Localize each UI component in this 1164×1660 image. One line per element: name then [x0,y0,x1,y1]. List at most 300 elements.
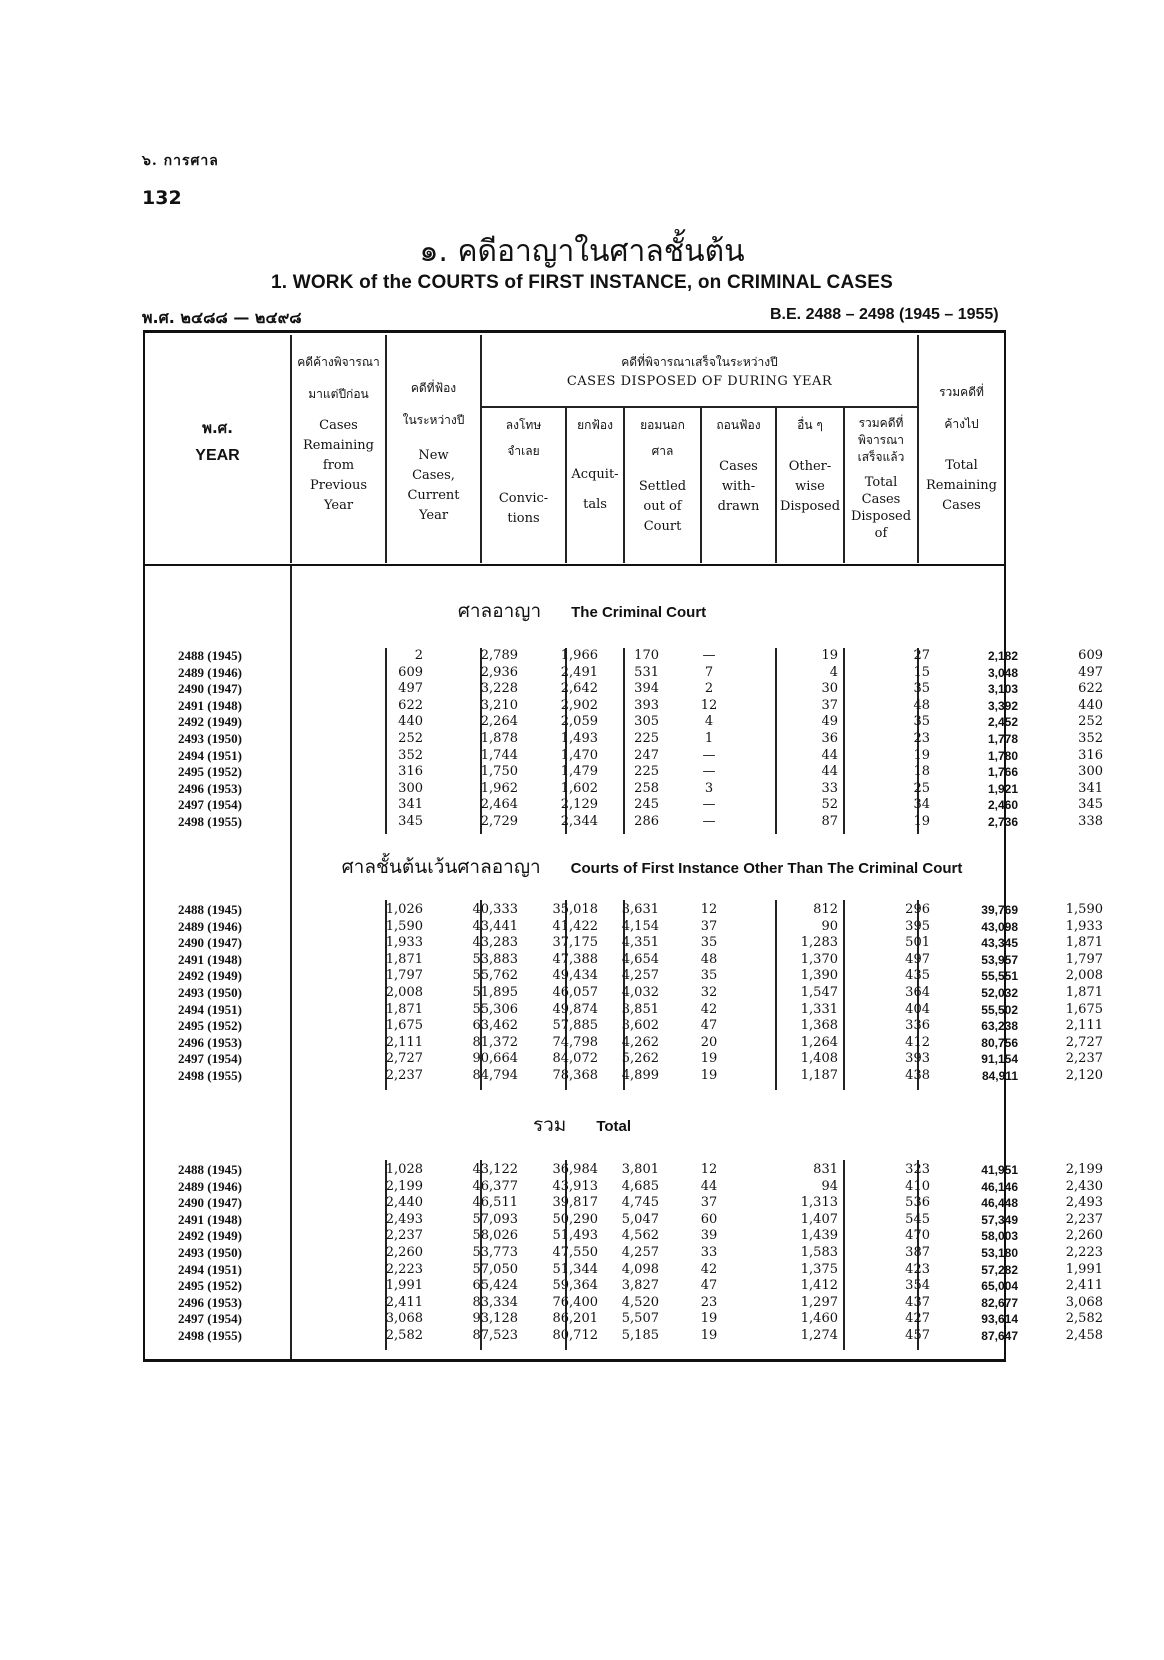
table-cell: 1,590 [385,918,423,934]
table-cell: 41,951 [981,1163,1018,1177]
table-cell: 1,602 [560,780,598,796]
table-cell: 345 [1078,797,1103,813]
table-cell: 393 [905,1051,930,1067]
table-cell: 1 [704,731,714,746]
table-cell: 1,871 [1065,935,1103,951]
table-row [143,985,1103,1001]
table-cell: 410 [905,1178,930,1194]
table-cell: 43,098 [981,919,1018,934]
row-year: 2492 (1949) [178,968,242,984]
table-cell: 87,523 [472,1328,518,1343]
table-cell: 364 [905,985,930,1000]
table-cell: 57,282 [981,1262,1018,1277]
table-cell: 51,344 [552,1261,598,1277]
table-cell: 94 [821,1178,838,1194]
row-year: 2493 (1950) [178,731,242,746]
table-cell: 30 [821,681,838,697]
table-cell: 35 [913,714,930,730]
row-year: 2490 (1947) [178,681,242,697]
table-cell: 258 [634,780,659,796]
col-header-settled: ยอมนอก ศาล Settled out of Court [638,418,687,534]
table-cell: 497 [398,681,423,697]
row-year: 2495 (1952) [178,1018,242,1034]
table-cell: 336 [905,1018,930,1034]
table-cell: 1,797 [385,968,423,984]
table-cell: 457 [905,1328,930,1343]
table-cell: 404 [905,1001,930,1017]
row-year: 2488 (1945) [178,648,242,663]
section-label-other-courts: ศาลชั้นต้นเว้นศาลอาญา Courts of First Instance Other Than The Criminal Court [341,856,963,878]
table-cell: 19 [700,1328,718,1343]
table-cell: 35 [913,681,930,697]
table-cell: — [702,814,716,829]
table-cell: 1,675 [1065,1001,1103,1017]
table-row [143,968,1103,984]
row-year: 2497 (1954) [178,797,242,813]
table-cell: — [702,648,716,663]
table-cell: 341 [1078,780,1103,796]
table-cell: 43,345 [981,936,1018,951]
table-cell: 74,798 [552,1034,598,1050]
table-cell: 2,182 [987,649,1018,663]
table-cell: 1,750 [480,764,518,780]
table-cell: 37 [700,1195,718,1211]
table-row [143,648,1103,664]
table-cell: 393 [634,697,659,713]
table-cell: 3,228 [480,681,518,697]
table-cell: 18 [913,764,930,780]
row-year: 2490 (1947) [178,1195,242,1211]
row-year: 2491 (1948) [178,697,242,713]
table-cell: 1,583 [800,1245,838,1260]
table-cell: 86,201 [552,1311,598,1327]
table-cell: 1,283 [800,935,838,951]
table-cell: 4,257 [621,968,659,984]
table-cell: 2,430 [1065,1178,1103,1194]
table-cell: 1,313 [800,1195,838,1211]
row-year: 2498 (1955) [178,814,242,829]
table-row [143,764,1103,780]
table-cell: 2,260 [1065,1228,1103,1244]
table-cell: 609 [1078,648,1103,663]
table-cell: 1,412 [800,1278,838,1294]
table-cell: 58,026 [472,1228,518,1244]
table-cell: 1,470 [560,747,598,763]
chapter-label: ๖. การศาล [142,153,219,169]
table-cell: 37 [700,918,718,934]
table-cell: 1,871 [385,951,423,967]
row-year: 2498 (1955) [178,1068,242,1083]
table-cell: 2,642 [560,681,598,697]
table-cell: 3,068 [1065,1294,1103,1310]
table-cell: 52,032 [981,986,1018,1000]
table-cell: 46,377 [472,1178,518,1194]
table-row [143,1294,1103,1311]
table-row [143,697,1103,714]
table-row [143,1211,1103,1228]
table-cell: 531 [634,664,659,680]
table-cell: 2,460 [987,798,1018,813]
table-cell: 27 [913,648,930,663]
row-year: 2492 (1949) [178,714,242,730]
col-header-total-remaining: รวมคดีที่ ค้างไป Total Remaining Cases [926,385,997,513]
row-year: 2491 (1948) [178,951,242,967]
col-header-convictions: ลงโทษ จำเลย Convic- tions [498,418,549,526]
table-cell: 53,883 [472,951,518,967]
row-year: 2497 (1954) [178,1051,242,1067]
table-cell: 1,479 [560,764,598,780]
table-cell: 49,874 [552,1001,598,1017]
table-cell: 470 [905,1228,930,1244]
table-cell: 2,411 [1065,1278,1103,1294]
table-cell: 12 [700,1162,718,1177]
table-cell: 1,991 [1065,1261,1103,1277]
table-cell: 1,780 [987,748,1018,763]
table-cell: 1,370 [800,951,838,967]
table-cell: 4 [704,714,714,730]
table-cell: 812 [813,902,838,917]
table-cell: 440 [1078,697,1103,713]
table-cell: 1,460 [800,1311,838,1327]
section-label-total: รวม Total [532,1114,632,1136]
table-row [143,1278,1103,1294]
table-cell: 3,068 [385,1311,423,1327]
table-cell: 352 [398,747,423,763]
table-cell: 3,210 [480,697,518,713]
table-cell: 40,333 [472,902,518,917]
table-cell: 2,936 [480,664,518,680]
table-cell: 1,187 [800,1068,838,1083]
table-cell: 90,664 [472,1051,518,1067]
table-cell: 53,773 [472,1245,518,1260]
table-cell: 19 [913,747,930,763]
table-cell: 338 [1078,814,1103,829]
table-cell: 51,493 [552,1228,598,1244]
table-cell: 2,008 [1065,968,1103,984]
table-cell: — [702,797,716,813]
table-cell: 2,237 [385,1068,423,1083]
row-year: 2497 (1954) [178,1311,242,1327]
table-cell: 15 [913,664,930,680]
table-cell: 57,349 [981,1212,1018,1227]
table-cell: 46,448 [981,1196,1018,1211]
table-cell: 35 [700,935,718,951]
table-cell: 387 [905,1245,930,1260]
table-cell: 2,129 [560,797,598,813]
table-row [143,1178,1103,1195]
table-cell: 252 [398,731,423,746]
row-year: 2492 (1949) [178,1228,242,1244]
table-cell: 316 [398,764,423,780]
row-year: 2495 (1952) [178,764,242,780]
table-cell: 305 [634,714,659,730]
disposed-group-underline [480,406,917,408]
col-header-disposed-group: คดีที่พิจารณาเสร็จในระหว่างปี CASES DISPOSED OF DURING YEAR [566,355,833,389]
table-cell: 51,895 [472,985,518,1000]
table-cell: 35 [700,968,718,984]
table-cell: 1,297 [800,1294,838,1310]
table-cell: 1,675 [385,1018,423,1034]
row-year: 2488 (1945) [178,1162,242,1177]
table-cell: 19 [821,648,838,663]
table-cell: 23 [913,731,930,746]
col-header-new-cases: คดีที่ฟ้อง ในระหว่างปี New Cases, Current Year [402,381,465,523]
table-cell: 80,712 [552,1328,598,1343]
table-cell: 36,984 [552,1162,598,1177]
table-row [143,780,1103,797]
table-cell: 2,452 [987,715,1018,730]
table-cell: 60 [700,1211,718,1227]
table-cell: 1,590 [1065,902,1103,917]
table-cell: 4 [829,664,838,680]
table-cell: 47,550 [552,1245,598,1260]
table-row [143,747,1103,764]
table-cell: 46,057 [552,985,598,1000]
title-thai: ๑. คดีอาญาในศาลชั้นต้น [419,234,745,269]
table-cell: 47 [700,1278,718,1294]
row-year: 2494 (1951) [178,1001,242,1017]
table-cell: 4,257 [621,1245,659,1260]
table-cell: 1,331 [800,1001,838,1017]
table-cell: 3,827 [621,1278,659,1294]
table-cell: 2,729 [480,814,518,829]
section-label-criminal-court: ศาลอาญา The Criminal Court [457,600,707,622]
table-row [143,951,1103,968]
table-cell: 394 [634,681,659,697]
table-cell: 536 [905,1195,930,1211]
table-cell: 1,962 [480,780,518,796]
table-cell: 354 [905,1278,930,1294]
table-cell: 44 [821,764,838,780]
table-cell: 3,602 [621,1018,659,1034]
table-cell: 47 [700,1018,718,1034]
table-cell: 36 [821,731,838,746]
table-cell: 1,966 [560,648,598,663]
table-cell: 323 [905,1162,930,1177]
table-cell: 42 [700,1001,718,1017]
table-cell: 23 [700,1294,718,1310]
table-cell: 80,756 [981,1035,1018,1050]
col-header-other: อื่น ๆ Other- wise Disposed [779,418,841,514]
table-cell: 76,400 [552,1294,598,1310]
table-cell: 3,851 [621,1001,659,1017]
row-year: 2488 (1945) [178,902,242,917]
table-cell: 345 [398,814,423,829]
table-cell: 225 [634,764,659,780]
table-cell: 83,334 [472,1294,518,1310]
table-cell: 50,290 [552,1211,598,1227]
table-cell: 4,562 [621,1228,659,1244]
table-cell: 59,364 [552,1278,598,1294]
table-cell: 1,871 [385,1001,423,1017]
table-cell: 3,631 [621,902,659,917]
table-cell: 395 [905,918,930,934]
table-cell: 4,899 [621,1068,659,1083]
table-cell: 2,237 [385,1228,423,1244]
table-cell: 55,502 [981,1002,1018,1017]
table-cell: 65,424 [472,1278,518,1294]
table-cell: 84,794 [472,1068,518,1083]
row-year: 2495 (1952) [178,1278,242,1294]
table-cell: 39,817 [552,1195,598,1211]
table-cell: 5,507 [621,1311,659,1327]
table-cell: 37,175 [552,935,598,951]
table-cell: 1,028 [385,1162,423,1177]
table-cell: 4,745 [621,1195,659,1211]
table-cell: 2,493 [385,1211,423,1227]
table-row [143,1245,1103,1261]
table-row [143,1162,1103,1178]
table-cell: 622 [398,697,423,713]
table-cell: 57,050 [472,1261,518,1277]
table-cell: 65,004 [981,1279,1018,1294]
table-cell: 2 [414,648,423,663]
table-cell: 37 [821,697,838,713]
table-row [143,1261,1103,1278]
table-cell: 93,614 [981,1312,1018,1327]
table-cell: 1,933 [1065,918,1103,934]
table-cell: 19 [700,1051,718,1067]
table-cell: 3,392 [987,698,1018,713]
table-cell: 4,685 [621,1178,659,1194]
table-cell: 87 [821,814,838,829]
table-cell: 4,654 [621,951,659,967]
table-cell: 19 [913,814,930,829]
col-header-withdrawn: ถอนฟ้อง Cases with- drawn [716,418,761,514]
table-cell: 5,047 [621,1211,659,1227]
col-header-remaining-prev: คดีค้างพิจารณา มาแต่ปีก่อน Cases Remaining from Previous Year [297,355,380,513]
table-cell: 622 [1078,681,1103,697]
table-row [143,797,1103,813]
table-cell: 19 [700,1068,718,1083]
table-row [143,714,1103,730]
table-cell: 42 [700,1261,718,1277]
table-cell: 63,238 [981,1019,1018,1034]
table-cell: 300 [1078,764,1103,780]
period-english: B.E. 2488 – 2498 (1945 – 1955) [770,306,999,323]
table-cell: 1,921 [987,781,1018,796]
table-cell: 2 [704,681,714,697]
table-row [143,1328,1103,1344]
table-cell: 3,048 [987,665,1018,680]
table-cell: 831 [813,1162,838,1177]
table-cell: 33 [821,780,838,796]
col-header-year: พ.ศ. YEAR [195,419,240,464]
table-cell: 501 [905,935,930,951]
table-cell: 1,026 [385,902,423,917]
table-cell: 55,762 [472,968,518,984]
table-cell: 2,059 [560,714,598,730]
table-cell: 247 [634,747,659,763]
table-cell: 2,199 [385,1178,423,1194]
table-cell: 49 [821,714,838,730]
table-cell: 44 [700,1178,718,1194]
table-cell: 4,351 [621,935,659,951]
table-cell: 497 [905,951,930,967]
table-cell: 1,766 [987,765,1018,780]
table-cell: 1,407 [800,1211,838,1227]
table-border-bottom [143,1359,1006,1362]
table-row [143,1068,1103,1084]
table-cell: 1,547 [800,985,838,1000]
table-cell: 90 [821,918,838,934]
table-cell: 316 [1078,747,1103,763]
table-cell: 341 [398,797,423,813]
table-cell: 1,390 [800,968,838,984]
table-cell: 2,902 [560,697,598,713]
table-cell: 1,439 [800,1228,838,1244]
row-year: 2496 (1953) [178,1294,242,1310]
table-cell: 2,260 [385,1245,423,1260]
table-cell: 1,797 [1065,951,1103,967]
table-cell: 1,375 [800,1261,838,1277]
row-year: 2491 (1948) [178,1211,242,1227]
table-cell: 53,180 [981,1246,1018,1260]
table-cell: 4,032 [621,985,659,1000]
table-cell: 57,885 [552,1018,598,1034]
table-cell: 2,111 [385,1034,423,1050]
table-cell: 91,154 [981,1052,1018,1067]
row-year: 2489 (1946) [178,664,242,680]
table-row [143,664,1103,681]
table-cell: 1,778 [987,732,1018,746]
table-cell: 1,368 [800,1018,838,1034]
table-cell: 43,441 [472,918,518,934]
table-row [143,935,1103,951]
table-cell: 1,878 [480,731,518,746]
table-cell: 43,122 [472,1162,518,1177]
row-year: 2490 (1947) [178,935,242,951]
table-cell: 55,306 [472,1001,518,1017]
table-cell: 4,262 [621,1034,659,1050]
table-cell: 225 [634,731,659,746]
table-row [143,1051,1103,1067]
table-cell: 19 [700,1311,718,1327]
table-cell: 497 [1078,664,1103,680]
table-cell: 1,871 [1065,985,1103,1000]
table-cell: 35,018 [552,902,598,917]
table-cell: 2,008 [385,985,423,1000]
table-cell: 53,957 [981,952,1018,967]
table-cell: 34 [913,797,930,813]
table-cell: 12 [700,697,718,713]
table-cell: 63,462 [472,1018,518,1034]
table-cell: 423 [905,1261,930,1277]
table-cell: 286 [634,814,659,829]
table-cell: 2,223 [1065,1245,1103,1260]
table-cell: 2,111 [1065,1018,1103,1034]
table-cell: 1,264 [800,1034,838,1050]
table-cell: 435 [905,968,930,984]
row-year: 2494 (1951) [178,747,242,763]
table-cell: 52 [821,797,838,813]
table-cell: 84,072 [552,1051,598,1067]
table-cell: 545 [905,1211,930,1227]
table-cell: 2,582 [385,1328,423,1343]
table-cell: 20 [700,1034,718,1050]
table-cell: 5,262 [621,1051,659,1067]
table-cell: 58,003 [981,1229,1018,1244]
table-cell: 48 [913,697,930,713]
row-year: 2493 (1950) [178,985,242,1000]
page-number: 132 [142,187,182,209]
table-cell: 78,368 [552,1068,598,1083]
table-cell: — [702,747,716,763]
table-cell: 55,551 [981,969,1018,984]
table-cell: 1,274 [800,1328,838,1343]
table-cell: 609 [398,664,423,680]
table-cell: 4,098 [621,1261,659,1277]
